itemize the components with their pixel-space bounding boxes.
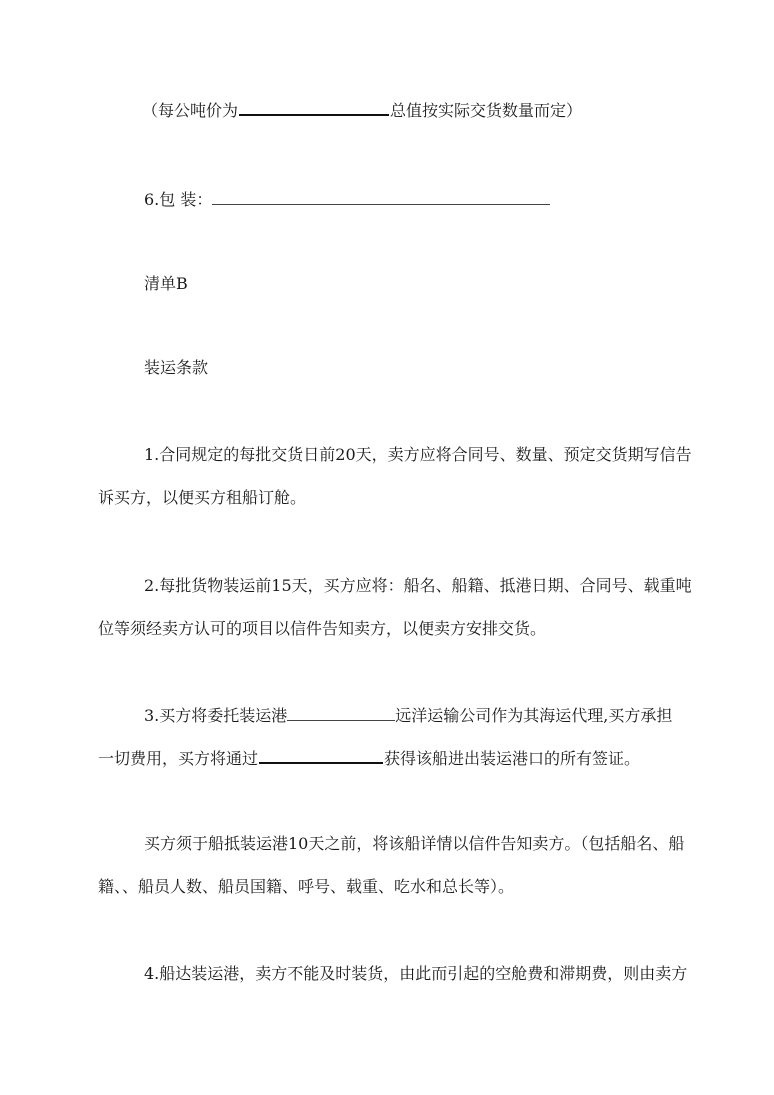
clause3-line2-suffix: 获得该船进出装运港口的所有签证。 [384,749,641,768]
shipping-terms-title: 装运条款 [144,358,209,377]
clause3-line1-suffix: 远洋运输公司作为其海运代理,买方承担 [395,706,673,725]
clause3-line1-prefix: 3.买方将委托装运港 [144,706,288,725]
notice-line1: 买方须于船抵装运港10天之前，将该船详情以信件告知卖方。（包括船名、船 [144,834,685,853]
clause3-line1 [144,705,672,727]
packing-line [144,189,550,211]
clause2-line2: 位等须经卖方认可的项目以信件告知卖方，以便卖方安排交货。 [98,619,547,638]
clause3-line2 [98,748,640,770]
clause1-line2: 诉买方，以便买方租船订舱。 [98,488,307,507]
shipping-agent-port-blank [287,719,395,721]
packing-label: 6.包 装： [144,190,213,209]
visa-channel-blank [259,761,383,764]
clause1-line1: 1.合同规定的每批交货日前20天，卖方应将合同号、数量、预定交货期写信告 [144,445,692,464]
price-note [142,100,582,122]
price-blank [239,113,389,116]
list-b-heading: 清单B [144,274,188,293]
clause4-line1: 4.船达装运港，卖方不能及时装货，由此而引起的空舱费和滞期费，则由卖方 [144,964,688,983]
price-note-suffix: 总值按实际交货数量而定） [390,101,583,120]
packing-blank [212,203,550,205]
clause3-line2-prefix: 一切费用，买方将通过 [98,749,259,768]
clause2-line1: 2.每批货物装运前15天，买方应将：船名、船籍、抵港日期、合同号、载重吨 [144,576,692,595]
price-note-prefix: （每公吨价为 [142,101,239,120]
notice-line2: 籍、、船员人数、船员国籍、呼号、载重、吃水和总长等）。 [98,877,515,896]
